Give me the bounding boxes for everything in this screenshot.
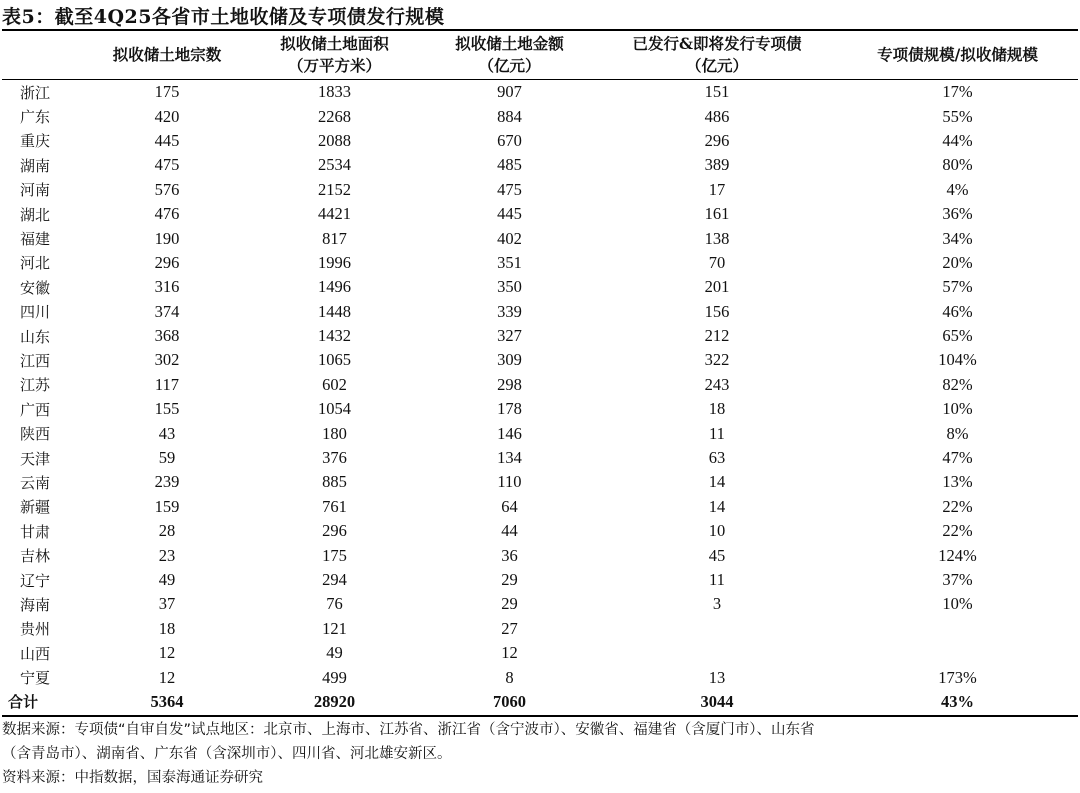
cell-ratio: 36% bbox=[942, 204, 973, 224]
cell-bond: 3 bbox=[712, 594, 722, 614]
cell-area: 294 bbox=[322, 570, 347, 589]
cell-area: 1833 bbox=[318, 82, 351, 102]
cell-bond: 151 bbox=[704, 82, 730, 102]
source-credit: 资料来源：中指数据，国泰海通证券研究 bbox=[2, 770, 263, 786]
table-row bbox=[2, 446, 1078, 470]
cell-amount: 110 bbox=[497, 472, 522, 492]
cell-count: 12 bbox=[158, 667, 176, 687]
cell-ratio: 55% bbox=[942, 106, 973, 126]
cell-count: 37 bbox=[158, 594, 176, 614]
cell-amount: 134 bbox=[497, 448, 522, 468]
cell-count: 117 bbox=[154, 374, 180, 394]
header-area: 拟收储土地面积 （万平方米） bbox=[247, 31, 422, 80]
cell-name: 江西 bbox=[20, 351, 51, 370]
cell-name: 福建 bbox=[20, 230, 51, 249]
cell-name: 天津 bbox=[20, 449, 51, 468]
cell-amount: 670 bbox=[497, 130, 522, 150]
cell-name: 广东 bbox=[20, 108, 51, 127]
cell-name: 辽宁 bbox=[20, 571, 51, 590]
header-row bbox=[2, 31, 1078, 80]
cell-amount: 907 bbox=[497, 82, 522, 102]
cell-amount: 12 bbox=[501, 643, 518, 663]
table-row bbox=[2, 129, 1078, 153]
cell-name: 四川 bbox=[20, 303, 51, 322]
cell-ratio: 8% bbox=[946, 423, 969, 443]
cell-count: 159 bbox=[154, 496, 180, 516]
cell-ratio: 22% bbox=[942, 521, 973, 541]
cell-area: 121 bbox=[322, 618, 347, 638]
cell-name: 湖北 bbox=[20, 205, 51, 224]
table-row bbox=[2, 178, 1078, 202]
cell-bond: 212 bbox=[704, 326, 730, 346]
cell-ratio: 22% bbox=[942, 496, 973, 516]
table-row bbox=[2, 80, 1078, 105]
cell-area: 2268 bbox=[318, 106, 351, 126]
cell-name: 河南 bbox=[20, 181, 51, 200]
cell-area: 376 bbox=[322, 448, 347, 468]
cell-bond: 14 bbox=[708, 472, 726, 492]
table-row bbox=[2, 251, 1078, 275]
cell-area: 180 bbox=[322, 423, 347, 443]
cell-area: 4421 bbox=[318, 204, 351, 224]
cell-area: 1996 bbox=[318, 252, 351, 272]
cell-count: 175 bbox=[154, 82, 180, 102]
cell-count: 59 bbox=[158, 448, 176, 468]
cell-count: 18 bbox=[158, 618, 176, 638]
cell-bond: 11 bbox=[709, 423, 725, 443]
cell-amount: 327 bbox=[497, 326, 522, 346]
cell-amount: 36 bbox=[501, 545, 518, 565]
cell-ratio: 47% bbox=[942, 448, 973, 468]
cell-name: 安徽 bbox=[20, 278, 51, 297]
cell-amount: 64 bbox=[501, 496, 518, 516]
cell-count: 23 bbox=[158, 545, 176, 565]
cell-amount: 44 bbox=[501, 521, 518, 541]
table-row bbox=[2, 617, 1078, 641]
table-row bbox=[2, 300, 1078, 324]
data-source-note-line2: （含青岛市）、湖南省、广东省（含深圳市）、四川省、河北雄安新区。 bbox=[2, 746, 452, 762]
table-row bbox=[2, 373, 1078, 397]
cell-ratio: 82% bbox=[942, 374, 973, 394]
cell-ratio bbox=[837, 641, 1078, 665]
cell-amount: 178 bbox=[497, 399, 522, 419]
cell-amount: 309 bbox=[497, 350, 522, 370]
cell-bond: 486 bbox=[704, 106, 730, 126]
cell-area: 1065 bbox=[318, 350, 351, 370]
cell-bond: 18 bbox=[708, 399, 726, 419]
table-row bbox=[2, 421, 1078, 445]
cell-count: 445 bbox=[154, 130, 180, 150]
header-ratio: 专项债规模/拟收储规模 bbox=[837, 31, 1078, 80]
total-name: 合计 bbox=[8, 693, 39, 712]
cell-ratio: 46% bbox=[942, 301, 973, 321]
table-row bbox=[2, 592, 1078, 616]
cell-ratio: 65% bbox=[942, 326, 973, 346]
header-province bbox=[2, 31, 87, 80]
cell-ratio: 37% bbox=[942, 570, 973, 589]
cell-bond: 63 bbox=[708, 448, 726, 468]
cell-bond: 201 bbox=[704, 277, 730, 297]
cell-ratio: 80% bbox=[942, 155, 973, 175]
cell-count: 155 bbox=[154, 399, 180, 419]
cell-name: 江苏 bbox=[20, 376, 51, 395]
cell-name: 重庆 bbox=[20, 132, 51, 151]
cell-count: 49 bbox=[158, 570, 176, 589]
cell-ratio: 17% bbox=[942, 82, 973, 102]
cell-amount: 298 bbox=[497, 374, 522, 394]
cell-area: 602 bbox=[322, 374, 347, 394]
table-row bbox=[2, 153, 1078, 177]
cell-count: 316 bbox=[154, 277, 180, 297]
cell-ratio: 104% bbox=[938, 350, 977, 370]
cell-amount: 475 bbox=[497, 179, 522, 199]
cell-amount: 8 bbox=[505, 667, 514, 687]
cell-bond: 161 bbox=[704, 204, 730, 224]
table-row bbox=[2, 202, 1078, 226]
total-count: 5364 bbox=[150, 691, 184, 711]
cell-name: 河北 bbox=[20, 254, 51, 273]
cell-count: 302 bbox=[154, 350, 180, 370]
data-source-note-line1: 数据来源：专项债“自审自发”试点地区：北京市、上海市、江苏省、浙江省（含宁波市）、安徽省、福建省（含厦门市）、山东省 bbox=[2, 722, 815, 738]
cell-count: 190 bbox=[154, 228, 180, 248]
cell-ratio bbox=[837, 617, 1078, 641]
cell-bond: 138 bbox=[704, 228, 730, 248]
table-row bbox=[2, 348, 1078, 372]
table-row bbox=[2, 226, 1078, 250]
cell-area: 2088 bbox=[318, 130, 351, 150]
cell-count: 239 bbox=[154, 472, 180, 492]
total-bond: 3044 bbox=[700, 691, 734, 711]
cell-ratio: 4% bbox=[946, 179, 969, 199]
cell-ratio: 13% bbox=[942, 472, 973, 492]
cell-name: 贵州 bbox=[20, 620, 51, 639]
cell-bond: 243 bbox=[704, 374, 730, 394]
cell-amount: 29 bbox=[501, 594, 518, 614]
cell-bond bbox=[597, 617, 837, 641]
table-row bbox=[2, 104, 1078, 128]
cell-amount: 351 bbox=[497, 252, 522, 272]
cell-count: 43 bbox=[158, 423, 176, 443]
cell-area: 76 bbox=[326, 594, 343, 614]
cell-amount: 350 bbox=[497, 277, 522, 297]
header-amount: 拟收储土地金额 （亿元） bbox=[422, 31, 597, 80]
cell-area: 1432 bbox=[318, 326, 351, 346]
cell-name: 浙江 bbox=[20, 83, 51, 102]
cell-area: 2152 bbox=[318, 179, 351, 199]
table-row bbox=[2, 324, 1078, 348]
cell-area: 296 bbox=[322, 521, 347, 541]
cell-ratio: 44% bbox=[942, 130, 973, 150]
table-row bbox=[2, 641, 1078, 665]
cell-ratio: 34% bbox=[942, 228, 973, 248]
total-row bbox=[2, 690, 1078, 714]
total-ratio: 43% bbox=[941, 691, 974, 711]
cell-name: 云南 bbox=[20, 473, 51, 492]
cell-area: 1054 bbox=[318, 399, 351, 419]
cell-amount: 445 bbox=[497, 204, 522, 224]
cell-name: 山西 bbox=[20, 644, 51, 663]
cell-bond: 322 bbox=[704, 350, 730, 370]
cell-bond: 10 bbox=[708, 521, 726, 541]
cell-bond: 156 bbox=[704, 301, 730, 321]
cell-ratio: 124% bbox=[938, 545, 977, 565]
cell-name: 湖南 bbox=[20, 156, 51, 175]
header-count: 拟收储土地宗数 bbox=[87, 31, 247, 80]
cell-bond bbox=[597, 641, 837, 665]
header-bond: 已发行&即将发行专项债 （亿元） bbox=[597, 31, 837, 80]
table-row bbox=[2, 519, 1078, 543]
cell-count: 368 bbox=[154, 326, 180, 346]
cell-bond: 14 bbox=[708, 496, 726, 516]
cell-amount: 339 bbox=[497, 301, 522, 321]
cell-area: 1496 bbox=[318, 277, 351, 297]
cell-area: 817 bbox=[322, 228, 347, 248]
table-row bbox=[2, 495, 1078, 519]
table-row bbox=[2, 275, 1078, 299]
cell-amount: 146 bbox=[497, 423, 522, 443]
table-row bbox=[2, 568, 1078, 592]
cell-name: 宁夏 bbox=[20, 669, 51, 688]
cell-amount: 884 bbox=[497, 106, 522, 126]
cell-area: 2534 bbox=[318, 155, 351, 175]
cell-count: 420 bbox=[154, 106, 180, 126]
cell-bond: 45 bbox=[708, 545, 726, 565]
cell-area: 885 bbox=[322, 472, 347, 492]
cell-count: 12 bbox=[158, 643, 176, 663]
table-row bbox=[2, 397, 1078, 421]
cell-name: 甘肃 bbox=[20, 522, 51, 541]
cell-ratio: 10% bbox=[942, 594, 973, 614]
cell-amount: 485 bbox=[497, 155, 522, 175]
cell-amount: 29 bbox=[501, 570, 518, 589]
cell-area: 49 bbox=[326, 643, 343, 663]
cell-bond: 296 bbox=[704, 130, 730, 150]
cell-ratio: 10% bbox=[942, 399, 973, 419]
cell-name: 吉林 bbox=[20, 547, 51, 566]
cell-bond: 13 bbox=[708, 667, 726, 687]
cell-name: 海南 bbox=[20, 595, 51, 614]
cell-area: 761 bbox=[322, 496, 347, 516]
table-title: 表5：截至4Q25各省市土地收储及专项债发行规模 bbox=[2, 6, 445, 28]
cell-name: 广西 bbox=[20, 400, 51, 419]
cell-count: 296 bbox=[154, 252, 180, 272]
cell-ratio: 20% bbox=[942, 252, 973, 272]
cell-count: 374 bbox=[154, 301, 180, 321]
cell-bond: 389 bbox=[704, 155, 730, 175]
cell-count: 476 bbox=[154, 204, 180, 224]
cell-bond: 70 bbox=[708, 252, 726, 272]
cell-count: 576 bbox=[154, 179, 180, 199]
total-amount: 7060 bbox=[493, 691, 526, 711]
cell-bond: 17 bbox=[708, 179, 726, 199]
cell-area: 499 bbox=[322, 667, 347, 687]
cell-ratio: 57% bbox=[942, 277, 973, 297]
cell-area: 1448 bbox=[318, 301, 351, 321]
cell-name: 山东 bbox=[20, 327, 51, 346]
cell-count: 28 bbox=[158, 521, 176, 541]
cell-area: 175 bbox=[322, 545, 347, 565]
cell-name: 新疆 bbox=[20, 498, 51, 517]
cell-name: 陕西 bbox=[20, 425, 51, 444]
cell-ratio: 173% bbox=[938, 667, 977, 687]
table-row bbox=[2, 665, 1078, 689]
land-reserve-table bbox=[2, 31, 1078, 714]
cell-bond: 11 bbox=[709, 570, 725, 589]
table-row bbox=[2, 543, 1078, 567]
cell-count: 475 bbox=[154, 155, 180, 175]
total-area: 28920 bbox=[313, 691, 356, 711]
table-row bbox=[2, 470, 1078, 494]
cell-amount: 27 bbox=[501, 618, 518, 638]
cell-amount: 402 bbox=[497, 228, 522, 248]
bottom-rule bbox=[2, 715, 1078, 717]
